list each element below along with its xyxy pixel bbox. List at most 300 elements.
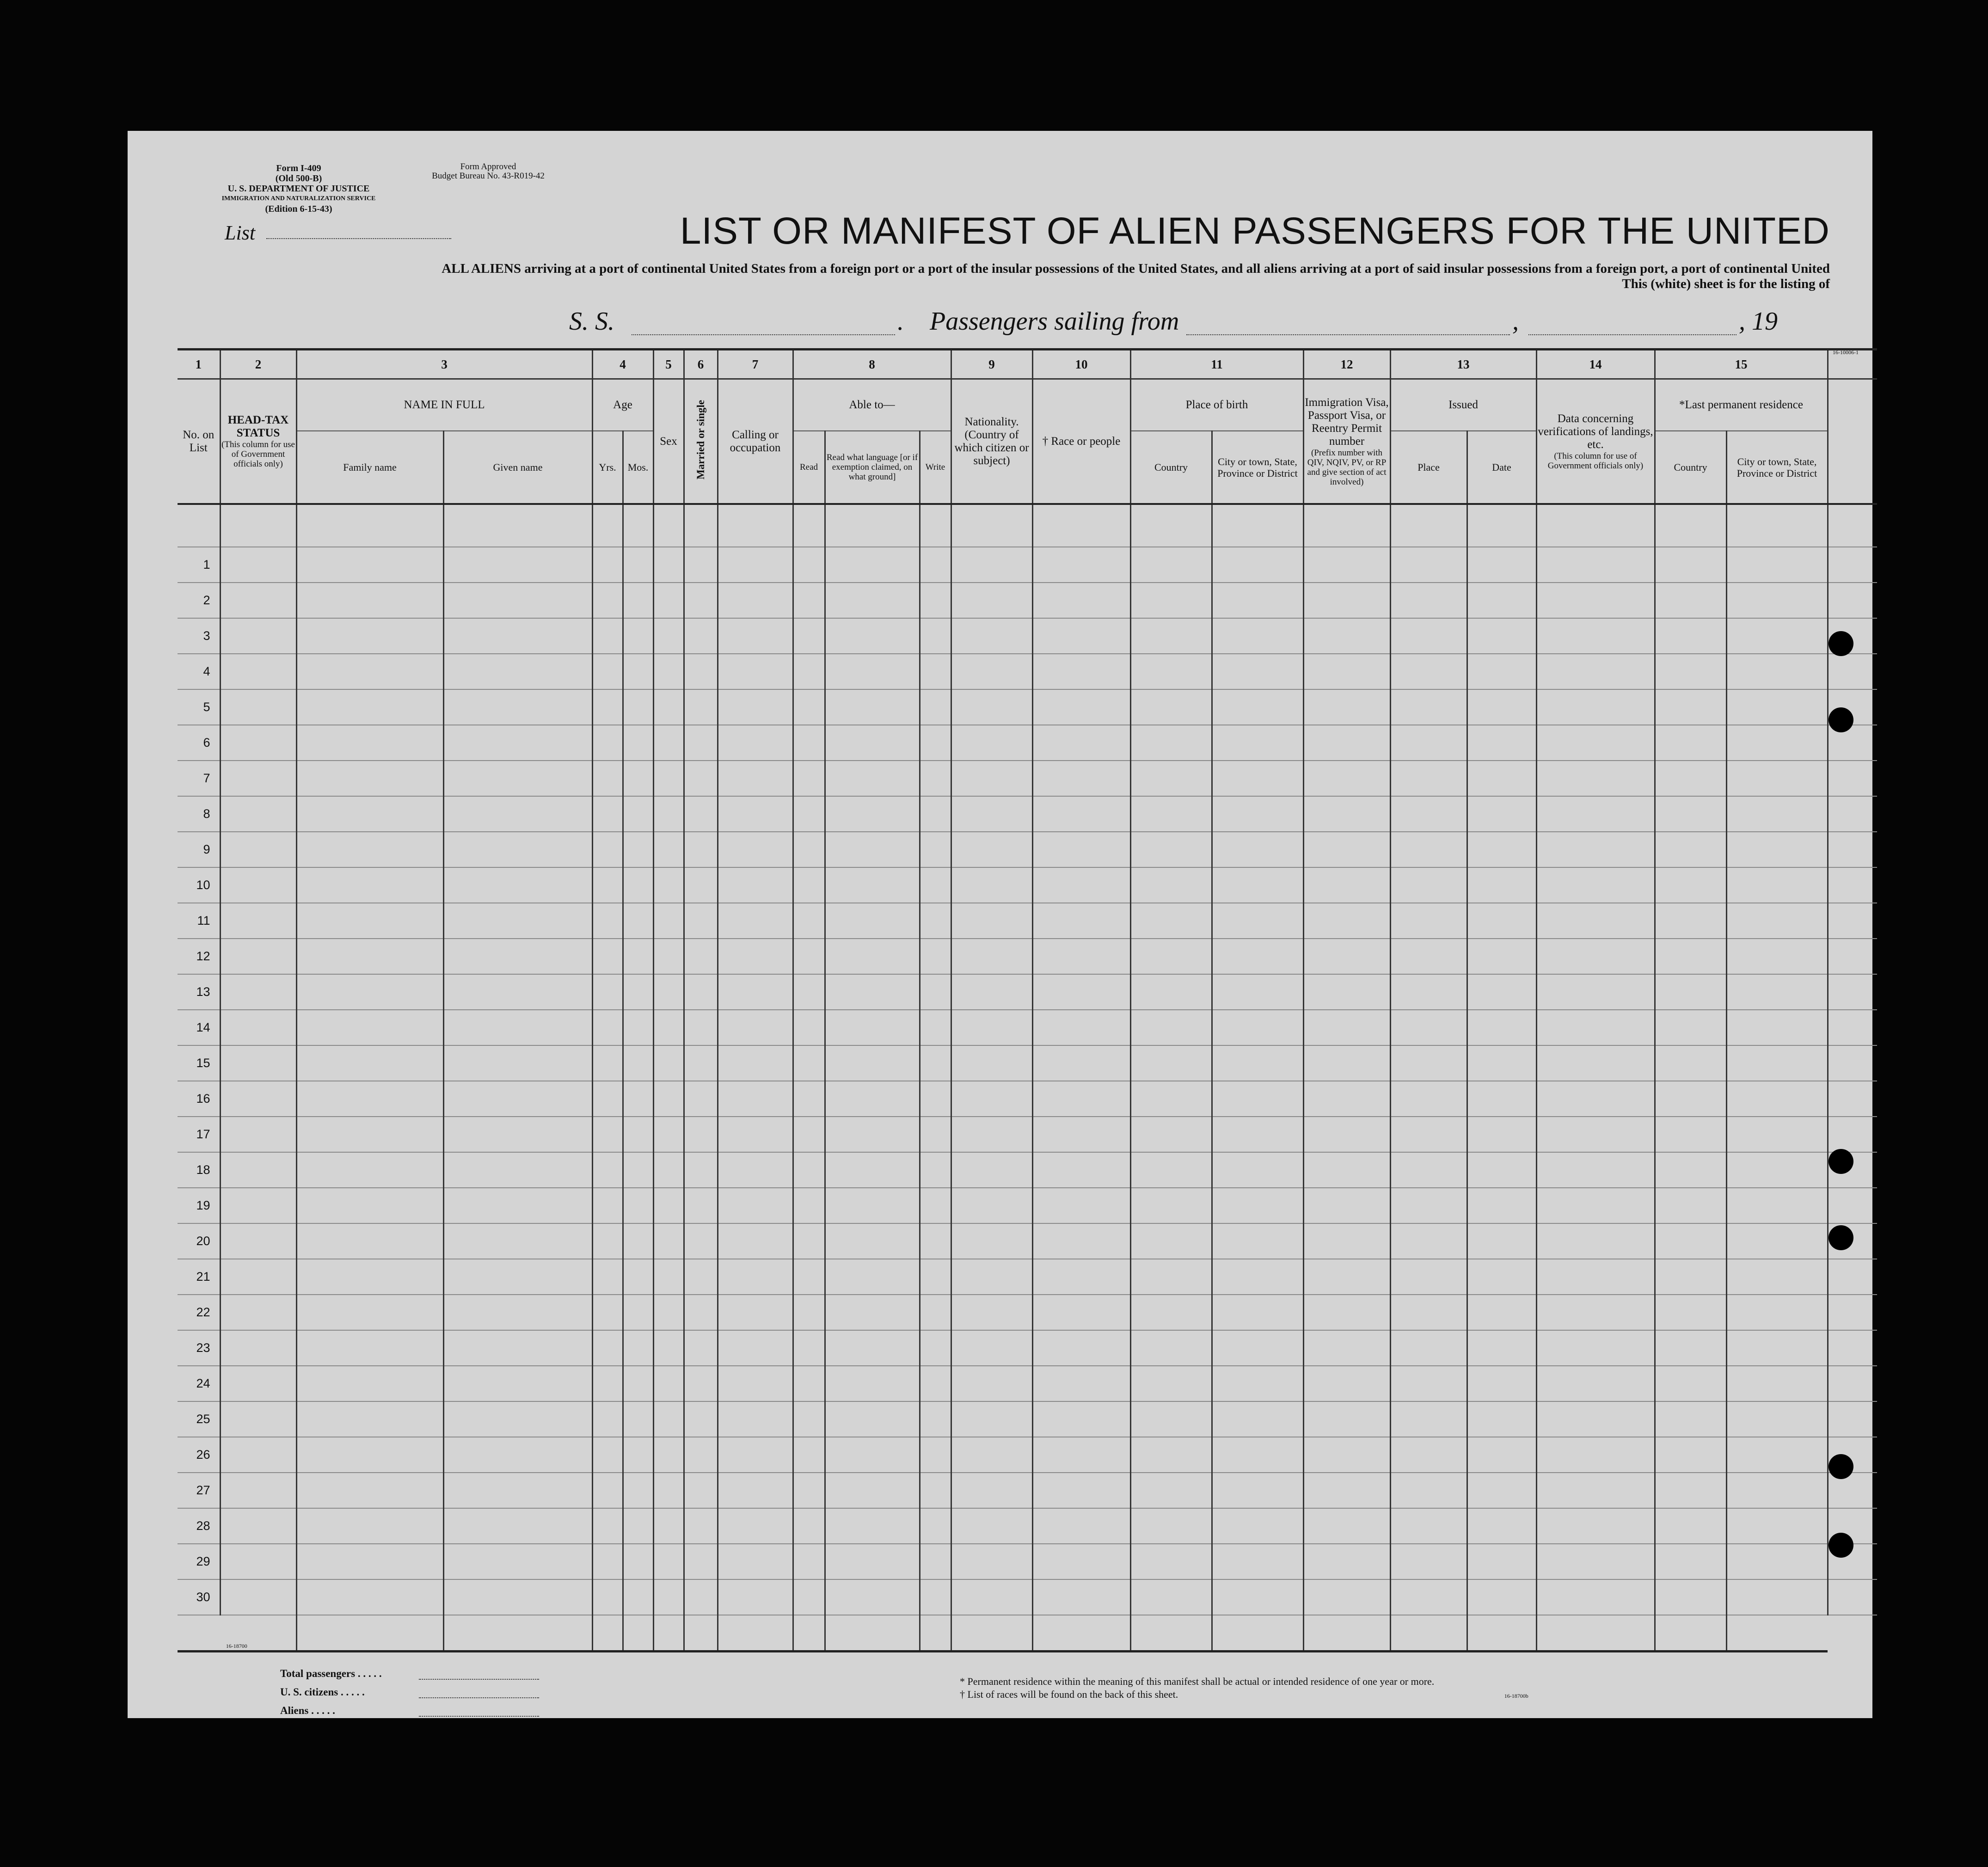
entry-cell[interactable] — [1726, 1045, 1828, 1081]
entry-cell[interactable] — [1303, 939, 1390, 974]
entry-cell[interactable] — [684, 583, 718, 618]
entry-cell[interactable] — [592, 903, 623, 939]
entry-cell[interactable] — [718, 1579, 793, 1615]
entry-cell[interactable] — [1303, 832, 1390, 867]
entry-cell[interactable] — [1828, 1117, 1877, 1152]
entry-cell[interactable] — [1536, 1045, 1655, 1081]
entry-cell[interactable] — [623, 1473, 653, 1508]
entry-cell[interactable] — [592, 1223, 623, 1259]
entry-cell[interactable] — [623, 1081, 653, 1117]
entry-cell[interactable] — [793, 974, 825, 1010]
entry-cell[interactable] — [623, 1437, 653, 1473]
entry-cell[interactable] — [951, 903, 1032, 939]
entry-cell[interactable] — [296, 1437, 443, 1473]
entry-cell[interactable] — [920, 761, 951, 796]
entry-cell[interactable] — [793, 547, 825, 583]
entry-cell[interactable] — [825, 1366, 920, 1401]
entry-cell[interactable] — [1655, 583, 1726, 618]
entry-cell[interactable] — [1655, 1473, 1726, 1508]
entry-cell[interactable] — [1726, 1295, 1828, 1330]
entry-cell[interactable] — [825, 1152, 920, 1188]
entry-cell[interactable] — [1303, 1223, 1390, 1259]
entry-cell[interactable] — [296, 974, 443, 1010]
entry-cell[interactable] — [1212, 618, 1303, 654]
entry-cell[interactable] — [623, 654, 653, 689]
entry-cell[interactable] — [793, 939, 825, 974]
entry-cell[interactable] — [1655, 1544, 1726, 1579]
entry-cell[interactable] — [1032, 1259, 1130, 1295]
entry-cell[interactable] — [623, 1152, 653, 1188]
sailing-date-field[interactable] — [1528, 334, 1736, 335]
entry-cell[interactable] — [1828, 1366, 1877, 1401]
entry-cell[interactable] — [920, 1544, 951, 1579]
entry-cell[interactable] — [220, 832, 296, 867]
entry-cell[interactable] — [793, 796, 825, 832]
entry-cell[interactable] — [920, 1401, 951, 1437]
entry-cell[interactable] — [684, 1579, 718, 1615]
entry-cell[interactable] — [920, 654, 951, 689]
entry-cell[interactable] — [1467, 1223, 1536, 1259]
entry-cell[interactable] — [592, 1045, 623, 1081]
entry-cell[interactable] — [920, 1508, 951, 1544]
entry-cell[interactable] — [718, 689, 793, 725]
entry-cell[interactable] — [1390, 1437, 1467, 1473]
entry-cell[interactable] — [1032, 832, 1130, 867]
entry-cell[interactable] — [443, 1045, 592, 1081]
entry-cell[interactable] — [825, 1544, 920, 1579]
entry-cell[interactable] — [653, 832, 684, 867]
entry-cell[interactable] — [793, 832, 825, 867]
entry-cell[interactable] — [951, 1437, 1032, 1473]
entry-cell[interactable] — [220, 1081, 296, 1117]
entry-cell[interactable] — [592, 1010, 623, 1045]
entry-cell[interactable] — [1536, 832, 1655, 867]
entry-cell[interactable] — [592, 654, 623, 689]
entry-cell[interactable] — [1130, 547, 1212, 583]
entry-cell[interactable] — [1828, 1295, 1877, 1330]
entry-cell[interactable] — [1828, 832, 1877, 867]
entry-cell[interactable] — [825, 1330, 920, 1366]
entry-cell[interactable] — [825, 547, 920, 583]
entry-cell[interactable] — [1303, 1081, 1390, 1117]
entry-cell[interactable] — [1536, 1188, 1655, 1223]
entry-cell[interactable] — [1828, 796, 1877, 832]
entry-cell[interactable] — [653, 1579, 684, 1615]
entry-cell[interactable] — [1212, 1010, 1303, 1045]
entry-cell[interactable] — [1130, 903, 1212, 939]
entry-cell[interactable] — [1130, 867, 1212, 903]
entry-cell[interactable] — [793, 1045, 825, 1081]
entry-cell[interactable] — [1726, 1544, 1828, 1579]
entry-cell[interactable] — [220, 1259, 296, 1295]
entry-cell[interactable] — [1032, 689, 1130, 725]
entry-cell[interactable] — [653, 1544, 684, 1579]
entry-cell[interactable] — [1726, 1010, 1828, 1045]
entry-cell[interactable] — [951, 1508, 1032, 1544]
entry-cell[interactable] — [718, 1081, 793, 1117]
entry-cell[interactable] — [825, 832, 920, 867]
entry-cell[interactable] — [220, 1330, 296, 1366]
entry-cell[interactable] — [684, 1330, 718, 1366]
entry-cell[interactable] — [718, 1508, 793, 1544]
entry-cell[interactable] — [684, 654, 718, 689]
entry-cell[interactable] — [718, 1223, 793, 1259]
entry-cell[interactable] — [1726, 1401, 1828, 1437]
entry-cell[interactable] — [592, 1152, 623, 1188]
entry-cell[interactable] — [1726, 1259, 1828, 1295]
entry-cell[interactable] — [1390, 1117, 1467, 1152]
entry-cell[interactable] — [1536, 1508, 1655, 1544]
entry-cell[interactable] — [951, 1366, 1032, 1401]
entry-cell[interactable] — [220, 796, 296, 832]
entry-cell[interactable] — [653, 1295, 684, 1330]
entry-cell[interactable] — [951, 689, 1032, 725]
entry-cell[interactable] — [592, 1295, 623, 1330]
entry-cell[interactable] — [793, 1579, 825, 1615]
entry-cell[interactable] — [1212, 1473, 1303, 1508]
entry-cell[interactable] — [1303, 689, 1390, 725]
entry-cell[interactable] — [443, 583, 592, 618]
entry-cell[interactable] — [1467, 761, 1536, 796]
entry-cell[interactable] — [718, 939, 793, 974]
entry-cell[interactable] — [1467, 1401, 1536, 1437]
entry-cell[interactable] — [592, 867, 623, 903]
entry-cell[interactable] — [653, 1259, 684, 1295]
entry-cell[interactable] — [1303, 1366, 1390, 1401]
entry-cell[interactable] — [592, 939, 623, 974]
entry-cell[interactable] — [684, 1437, 718, 1473]
entry-cell[interactable] — [718, 761, 793, 796]
entry-cell[interactable] — [1655, 618, 1726, 654]
entry-cell[interactable] — [296, 1295, 443, 1330]
entry-cell[interactable] — [825, 1188, 920, 1223]
entry-cell[interactable] — [951, 1330, 1032, 1366]
entry-cell[interactable] — [623, 725, 653, 761]
entry-cell[interactable] — [653, 1223, 684, 1259]
entry-cell[interactable] — [1130, 761, 1212, 796]
entry-cell[interactable] — [920, 1437, 951, 1473]
entry-cell[interactable] — [684, 1045, 718, 1081]
entry-cell[interactable] — [220, 1579, 296, 1615]
entry-cell[interactable] — [296, 903, 443, 939]
entry-cell[interactable] — [220, 1508, 296, 1544]
entry-cell[interactable] — [220, 1117, 296, 1152]
ship-name-field[interactable] — [632, 334, 895, 335]
entry-cell[interactable] — [592, 725, 623, 761]
entry-cell[interactable] — [684, 1544, 718, 1579]
entry-cell[interactable] — [951, 1045, 1032, 1081]
entry-cell[interactable] — [793, 654, 825, 689]
entry-cell[interactable] — [1390, 1544, 1467, 1579]
entry-cell[interactable] — [623, 939, 653, 974]
entry-cell[interactable] — [1212, 547, 1303, 583]
entry-cell[interactable] — [443, 867, 592, 903]
entry-cell[interactable] — [1390, 1401, 1467, 1437]
entry-cell[interactable] — [793, 1401, 825, 1437]
entry-cell[interactable] — [1536, 1081, 1655, 1117]
entry-cell[interactable] — [1828, 1188, 1877, 1223]
entry-cell[interactable] — [1726, 725, 1828, 761]
entry-cell[interactable] — [220, 1045, 296, 1081]
entry-cell[interactable] — [1467, 1081, 1536, 1117]
entry-cell[interactable] — [718, 583, 793, 618]
entry-cell[interactable] — [1032, 1010, 1130, 1045]
entry-cell[interactable] — [1032, 1366, 1130, 1401]
entry-cell[interactable] — [825, 689, 920, 725]
entry-cell[interactable] — [1303, 1473, 1390, 1508]
entry-cell[interactable] — [793, 1010, 825, 1045]
entry-cell[interactable] — [1390, 689, 1467, 725]
entry-cell[interactable] — [1303, 796, 1390, 832]
entry-cell[interactable] — [1390, 939, 1467, 974]
entry-cell[interactable] — [443, 1117, 592, 1152]
entry-cell[interactable] — [1467, 618, 1536, 654]
entry-cell[interactable] — [1303, 903, 1390, 939]
entry-cell[interactable] — [1655, 1188, 1726, 1223]
entry-cell[interactable] — [1390, 1081, 1467, 1117]
entry-cell[interactable] — [653, 1045, 684, 1081]
entry-cell[interactable] — [1212, 1330, 1303, 1366]
entry-cell[interactable] — [1303, 974, 1390, 1010]
entry-cell[interactable] — [920, 1152, 951, 1188]
entry-cell[interactable] — [220, 547, 296, 583]
entry-cell[interactable] — [653, 689, 684, 725]
entry-cell[interactable] — [1655, 1295, 1726, 1330]
entry-cell[interactable] — [1828, 1330, 1877, 1366]
entry-cell[interactable] — [1655, 1508, 1726, 1544]
entry-cell[interactable] — [296, 1223, 443, 1259]
entry-cell[interactable] — [951, 1010, 1032, 1045]
entry-cell[interactable] — [1032, 1473, 1130, 1508]
entry-cell[interactable] — [220, 974, 296, 1010]
entry-cell[interactable] — [443, 1223, 592, 1259]
entry-cell[interactable] — [220, 939, 296, 974]
entry-cell[interactable] — [592, 1117, 623, 1152]
entry-cell[interactable] — [1467, 1259, 1536, 1295]
entry-cell[interactable] — [1390, 1152, 1467, 1188]
entry-cell[interactable] — [825, 1010, 920, 1045]
entry-cell[interactable] — [592, 1366, 623, 1401]
entry-cell[interactable] — [1536, 725, 1655, 761]
entry-cell[interactable] — [1536, 1544, 1655, 1579]
entry-cell[interactable] — [443, 1295, 592, 1330]
entry-cell[interactable] — [443, 1401, 592, 1437]
entry-cell[interactable] — [951, 939, 1032, 974]
entry-cell[interactable] — [920, 689, 951, 725]
entry-cell[interactable] — [1726, 761, 1828, 796]
entry-cell[interactable] — [1303, 654, 1390, 689]
entry-cell[interactable] — [1032, 654, 1130, 689]
entry-cell[interactable] — [623, 761, 653, 796]
entry-cell[interactable] — [592, 1579, 623, 1615]
entry-cell[interactable] — [718, 867, 793, 903]
entry-cell[interactable] — [684, 547, 718, 583]
entry-cell[interactable] — [1726, 1508, 1828, 1544]
entry-cell[interactable] — [1828, 1259, 1877, 1295]
entry-cell[interactable] — [443, 1437, 592, 1473]
entry-cell[interactable] — [1390, 1223, 1467, 1259]
entry-cell[interactable] — [1536, 547, 1655, 583]
entry-cell[interactable] — [1536, 796, 1655, 832]
entry-cell[interactable] — [296, 761, 443, 796]
entry-cell[interactable] — [296, 832, 443, 867]
entry-cell[interactable] — [653, 618, 684, 654]
entry-cell[interactable] — [296, 1544, 443, 1579]
entry-cell[interactable] — [684, 974, 718, 1010]
entry-cell[interactable] — [653, 1330, 684, 1366]
entry-cell[interactable] — [1390, 1188, 1467, 1223]
entry-cell[interactable] — [1032, 939, 1130, 974]
entry-cell[interactable] — [1390, 761, 1467, 796]
entry-cell[interactable] — [220, 1010, 296, 1045]
entry-cell[interactable] — [1726, 1081, 1828, 1117]
entry-cell[interactable] — [623, 1010, 653, 1045]
entry-cell[interactable] — [1212, 583, 1303, 618]
entry-cell[interactable] — [1212, 1188, 1303, 1223]
entry-cell[interactable] — [920, 832, 951, 867]
entry-cell[interactable] — [653, 974, 684, 1010]
entry-cell[interactable] — [592, 1401, 623, 1437]
entry-cell[interactable] — [1655, 903, 1726, 939]
entry-cell[interactable] — [920, 903, 951, 939]
entry-cell[interactable] — [443, 547, 592, 583]
entry-cell[interactable] — [1726, 939, 1828, 974]
entry-cell[interactable] — [592, 583, 623, 618]
entry-cell[interactable] — [1390, 1045, 1467, 1081]
entry-cell[interactable] — [684, 903, 718, 939]
entry-cell[interactable] — [1655, 761, 1726, 796]
entry-cell[interactable] — [1726, 796, 1828, 832]
sailing-port-field[interactable] — [1186, 334, 1510, 335]
entry-cell[interactable] — [220, 654, 296, 689]
entry-cell[interactable] — [684, 1259, 718, 1295]
entry-cell[interactable] — [1536, 1295, 1655, 1330]
entry-cell[interactable] — [1212, 1437, 1303, 1473]
entry-cell[interactable] — [443, 654, 592, 689]
entry-cell[interactable] — [793, 1366, 825, 1401]
entry-cell[interactable] — [1032, 1045, 1130, 1081]
entry-cell[interactable] — [1212, 903, 1303, 939]
entry-cell[interactable] — [718, 725, 793, 761]
entry-cell[interactable] — [623, 1330, 653, 1366]
entry-cell[interactable] — [825, 1081, 920, 1117]
entry-cell[interactable] — [1726, 1579, 1828, 1615]
entry-cell[interactable] — [951, 1223, 1032, 1259]
entry-cell[interactable] — [443, 1081, 592, 1117]
entry-cell[interactable] — [592, 1473, 623, 1508]
entry-cell[interactable] — [920, 1045, 951, 1081]
entry-cell[interactable] — [653, 939, 684, 974]
entry-cell[interactable] — [1032, 1188, 1130, 1223]
entry-cell[interactable] — [653, 1188, 684, 1223]
entry-cell[interactable] — [1130, 1223, 1212, 1259]
entry-cell[interactable] — [443, 1259, 592, 1295]
entry-cell[interactable] — [623, 832, 653, 867]
entry-cell[interactable] — [1828, 761, 1877, 796]
entry-cell[interactable] — [684, 1508, 718, 1544]
entry-cell[interactable] — [1655, 867, 1726, 903]
entry-cell[interactable] — [825, 1259, 920, 1295]
entry-cell[interactable] — [920, 1010, 951, 1045]
entry-cell[interactable] — [825, 583, 920, 618]
entry-cell[interactable] — [684, 1366, 718, 1401]
entry-cell[interactable] — [951, 796, 1032, 832]
entry-cell[interactable] — [1467, 1330, 1536, 1366]
entry-cell[interactable] — [718, 1259, 793, 1295]
entry-cell[interactable] — [1390, 867, 1467, 903]
entry-cell[interactable] — [1130, 1508, 1212, 1544]
entry-cell[interactable] — [592, 1188, 623, 1223]
entry-cell[interactable] — [296, 1473, 443, 1508]
entry-cell[interactable] — [592, 689, 623, 725]
entry-cell[interactable] — [592, 761, 623, 796]
entry-cell[interactable] — [623, 689, 653, 725]
entry-cell[interactable] — [1212, 761, 1303, 796]
entry-cell[interactable] — [718, 832, 793, 867]
entry-cell[interactable] — [1655, 1330, 1726, 1366]
entry-cell[interactable] — [684, 1401, 718, 1437]
entry-cell[interactable] — [1303, 1579, 1390, 1615]
entry-cell[interactable] — [825, 1473, 920, 1508]
entry-cell[interactable] — [1467, 1579, 1536, 1615]
entry-cell[interactable] — [793, 1544, 825, 1579]
entry-cell[interactable] — [920, 583, 951, 618]
entry-cell[interactable] — [1130, 1437, 1212, 1473]
entry-cell[interactable] — [1032, 1081, 1130, 1117]
entry-cell[interactable] — [1536, 1473, 1655, 1508]
entry-cell[interactable] — [1130, 1330, 1212, 1366]
entry-cell[interactable] — [1655, 1117, 1726, 1152]
entry-cell[interactable] — [443, 689, 592, 725]
entry-cell[interactable] — [1130, 1010, 1212, 1045]
entry-cell[interactable] — [623, 1045, 653, 1081]
entry-cell[interactable] — [296, 1152, 443, 1188]
entry-cell[interactable] — [951, 1259, 1032, 1295]
entry-cell[interactable] — [1536, 1152, 1655, 1188]
entry-cell[interactable] — [653, 1010, 684, 1045]
entry-cell[interactable] — [825, 1401, 920, 1437]
entry-cell[interactable] — [1726, 1330, 1828, 1366]
entry-cell[interactable] — [1726, 974, 1828, 1010]
entry-cell[interactable] — [1032, 1117, 1130, 1152]
entry-cell[interactable] — [793, 761, 825, 796]
entry-cell[interactable] — [793, 725, 825, 761]
entry-cell[interactable] — [793, 1295, 825, 1330]
entry-cell[interactable] — [1726, 1473, 1828, 1508]
entry-cell[interactable] — [1655, 1223, 1726, 1259]
entry-cell[interactable] — [1390, 1579, 1467, 1615]
entry-cell[interactable] — [684, 939, 718, 974]
entry-cell[interactable] — [1726, 1437, 1828, 1473]
entry-cell[interactable] — [1032, 1437, 1130, 1473]
entry-cell[interactable] — [684, 618, 718, 654]
entry-cell[interactable] — [951, 1152, 1032, 1188]
entry-cell[interactable] — [793, 1473, 825, 1508]
entry-cell[interactable] — [296, 689, 443, 725]
entry-cell[interactable] — [684, 761, 718, 796]
entry-cell[interactable] — [1726, 903, 1828, 939]
entry-cell[interactable] — [951, 1473, 1032, 1508]
entry-cell[interactable] — [1212, 1117, 1303, 1152]
entry-cell[interactable] — [653, 1366, 684, 1401]
entry-cell[interactable] — [1726, 547, 1828, 583]
entry-cell[interactable] — [1655, 689, 1726, 725]
entry-cell[interactable] — [220, 725, 296, 761]
entry-cell[interactable] — [825, 1508, 920, 1544]
entry-cell[interactable] — [1212, 939, 1303, 974]
entry-cell[interactable] — [920, 1579, 951, 1615]
entry-cell[interactable] — [443, 725, 592, 761]
